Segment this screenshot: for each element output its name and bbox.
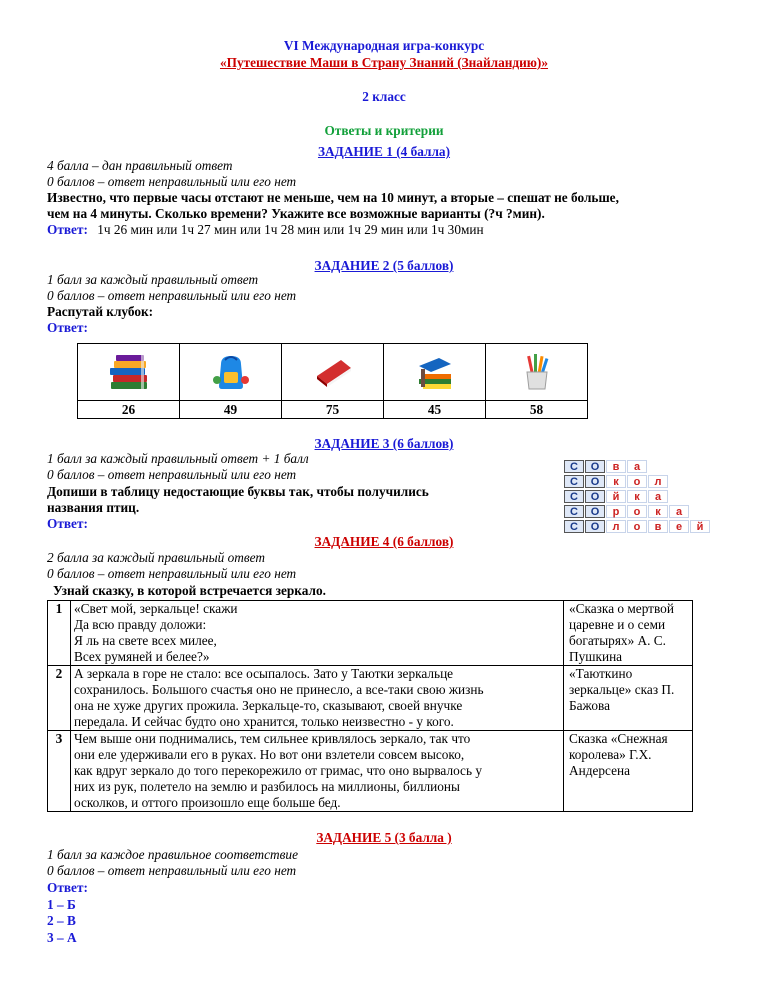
- picture-cell: [78, 344, 180, 401]
- task5-answer-2: 2 – В: [47, 913, 76, 928]
- excerpt-cell: [71, 731, 564, 812]
- source-line: королева» Г.Х.: [569, 747, 652, 762]
- task3-criterion-2: 0 баллов – ответ неправильный или его нет: [47, 467, 297, 482]
- answers-criteria-heading: Ответы и критерии: [324, 123, 444, 138]
- excerpt-cell: [71, 601, 564, 666]
- task2-question: Распутай клубок:: [47, 304, 154, 319]
- excerpt-line: Чем выше они поднимались, тем сильнее кривлялось зеркало, так что: [74, 731, 471, 746]
- excerpt-line: как вдруг зеркало до того перекорежило от гримас, что оно вырвалось у: [74, 763, 482, 778]
- answer-letter-cell: о: [627, 475, 647, 488]
- task2-answer-label: Ответ:: [47, 320, 88, 335]
- source-line: «Сказка о мертвой: [569, 601, 674, 616]
- answer-letter-cell: к: [606, 475, 626, 488]
- table-row: [48, 666, 693, 731]
- task2-criterion-2: 0 баллов – ответ неправильный или его нет: [47, 288, 297, 303]
- bird-letter-grid: [564, 459, 711, 534]
- grade: 2 класс: [362, 89, 406, 104]
- table-row: [48, 601, 693, 666]
- task1-criterion-1: 4 балла – дан правильный ответ: [47, 158, 233, 173]
- answer-letter-cell: а: [669, 505, 689, 518]
- given-letter-cell: О: [585, 490, 605, 503]
- source-line: Сказка «Снежная: [569, 731, 668, 746]
- task3-question-line2: названия птиц.: [47, 500, 140, 515]
- picture-cell: [282, 344, 384, 401]
- number-cell: 45: [384, 401, 486, 419]
- task4-answer-table: [47, 600, 693, 812]
- excerpt-line: она не хуже других прожила. Зеркальце-то, сказывают, своей внучке: [74, 698, 463, 713]
- number-cell: 75: [282, 401, 384, 419]
- excerpt-line: передала. И сейчас будто оно хранится, только неизвестно - у кого.: [74, 714, 454, 729]
- row-number: 1: [48, 601, 71, 666]
- excerpt-line: Я ль на свете всех милее,: [74, 633, 217, 648]
- task1-question-line2: чем на 4 минуты. Сколько времени? Укажите все возможные варианты (?ч ?мин).: [47, 206, 545, 221]
- answer-letter-cell: р: [606, 505, 626, 518]
- given-letter-cell: О: [585, 475, 605, 488]
- task3-heading: ЗАДАНИЕ 3 (6 баллов): [314, 436, 454, 451]
- table-row: [48, 731, 693, 812]
- answer-letter-cell: а: [648, 490, 668, 503]
- pencil-cup-icon: [517, 352, 557, 392]
- grid-row: [564, 489, 711, 504]
- task1-question-line1: Известно, что первые часы отстают не меньше, чем на 10 минут, а вторые – спешат не больше,: [47, 190, 619, 205]
- source-cell: [564, 601, 693, 666]
- answer-letter-cell: в: [648, 520, 668, 533]
- answer-letter-cell: й: [606, 490, 626, 503]
- given-letter-cell: О: [585, 460, 605, 473]
- task1-answer: [47, 222, 484, 238]
- task4-criterion-1: 2 балла за каждый правильный ответ: [47, 550, 265, 565]
- task5-answer-label: Ответ:: [47, 880, 88, 895]
- task5-heading: ЗАДАНИЕ 5 (3 балла ): [316, 830, 452, 845]
- given-letter-cell: О: [585, 520, 605, 533]
- task3-criterion-1: 1 балл за каждый правильный ответ + 1 балл: [47, 451, 309, 466]
- task4-question: Узнай сказку, в которой встречается зеркало.: [53, 583, 326, 598]
- number-cell: 49: [180, 401, 282, 419]
- answer-letter-cell: л: [648, 475, 668, 488]
- source-cell: [564, 731, 693, 812]
- answer-letter-cell: й: [690, 520, 710, 533]
- answer-letter-cell: а: [627, 460, 647, 473]
- excerpt-cell: [71, 666, 564, 731]
- task4-heading: [0, 534, 768, 550]
- source-line: Андерсена: [569, 763, 631, 778]
- answer-letter-cell: к: [627, 490, 647, 503]
- textbooks-icon: [413, 352, 457, 392]
- excerpt-line: осколков, и оттого произошло еще больше бед.: [74, 795, 341, 810]
- source-line: богатырях» А. С.: [569, 633, 666, 648]
- answer-letter-cell: к: [648, 505, 668, 518]
- task3-answer-label: Ответ:: [47, 516, 88, 531]
- excerpt-line: них из рук, полетело на землю и разбилось на миллионы, биллионы: [74, 779, 460, 794]
- task5-criterion-1: 1 балл за каждое правильное соответствие: [47, 847, 298, 862]
- contest-title: VI Международная игра-конкурс: [283, 38, 485, 53]
- answer-letter-cell: о: [627, 505, 647, 518]
- source-cell: [564, 666, 693, 731]
- task5-criterion-2: 0 баллов – ответ неправильный или его нет: [47, 863, 297, 878]
- school-backpack-icon: [211, 352, 251, 392]
- task2-heading: ЗАДАНИЕ 2 (5 баллов): [314, 258, 454, 273]
- picture-cell: [486, 344, 588, 401]
- contest-subtitle: «Путешествие Маши в Страну Знаний (Знайландию)»: [219, 55, 549, 70]
- task3-question-line1: Допиши в таблицу недостающие буквы так, чтобы получились: [47, 484, 429, 499]
- excerpt-line: «Свет мой, зеркальце! скажи: [74, 601, 238, 616]
- task1-criterion-2: 0 баллов – ответ неправильный или его нет: [47, 174, 297, 189]
- source-line: Пушкина: [569, 649, 623, 664]
- task4-criterion-2: 0 баллов – ответ неправильный или его нет: [47, 566, 297, 581]
- picture-cell: [180, 344, 282, 401]
- grid-row: [564, 519, 711, 534]
- task1-heading: ЗАДАНИЕ 1 (4 балла): [317, 144, 451, 159]
- excerpt-line: Всех румяней и белее?»: [74, 649, 210, 664]
- row-number: 3: [48, 731, 71, 812]
- excerpt-line: они еле удерживали его в руках. Но вот они взлетели совсем высоко,: [74, 747, 465, 762]
- task2-answer-table: [77, 343, 588, 419]
- task2-criterion-1: 1 балл за каждый правильный ответ: [47, 272, 259, 287]
- given-letter-cell: С: [564, 460, 584, 473]
- number-cell: 26: [78, 401, 180, 419]
- given-letter-cell: С: [564, 490, 584, 503]
- excerpt-line: Да всю правду доложи:: [74, 617, 207, 632]
- task5-answer-1: 1 – Б: [47, 897, 76, 912]
- source-line: зеркальце» сказ П.: [569, 682, 675, 697]
- given-letter-cell: С: [564, 520, 584, 533]
- picture-cell: [384, 344, 486, 401]
- grid-row: [564, 459, 711, 474]
- given-letter-cell: О: [585, 505, 605, 518]
- excerpt-line: сохранилось. Большого счастья оно не принесло, а все-таки свою жизнь: [74, 682, 484, 697]
- source-line: Бажова: [569, 698, 611, 713]
- answer-letter-cell: е: [669, 520, 689, 533]
- given-letter-cell: С: [564, 505, 584, 518]
- source-line: царевне и о семи: [569, 617, 666, 632]
- row-number: 2: [48, 666, 71, 731]
- red-book-icon: [311, 352, 355, 392]
- given-letter-cell: С: [564, 475, 584, 488]
- task5-answer-3: 3 – А: [47, 930, 77, 945]
- answer-letter-cell: в: [606, 460, 626, 473]
- grid-row: [564, 504, 711, 519]
- grid-row: [564, 474, 711, 489]
- source-line: «Таюткино: [569, 666, 633, 681]
- number-cell: 58: [486, 401, 588, 419]
- task4-heading-text: ЗАДАНИЕ 4 (6 баллов): [314, 534, 454, 549]
- task1-answer-text: 1ч 26 мин или 1ч 27 мин или 1ч 28 мин или 1ч 29 мин или 1ч 30мин: [97, 222, 484, 237]
- answer-letter-cell: о: [627, 520, 647, 533]
- stack-of-books-icon: [107, 352, 151, 392]
- excerpt-line: А зеркала в горе не стало: все осыпалось. Зато у Таютки зеркальце: [74, 666, 454, 681]
- answer-letter-cell: л: [606, 520, 626, 533]
- task1-answer-label: Ответ:: [47, 222, 88, 237]
